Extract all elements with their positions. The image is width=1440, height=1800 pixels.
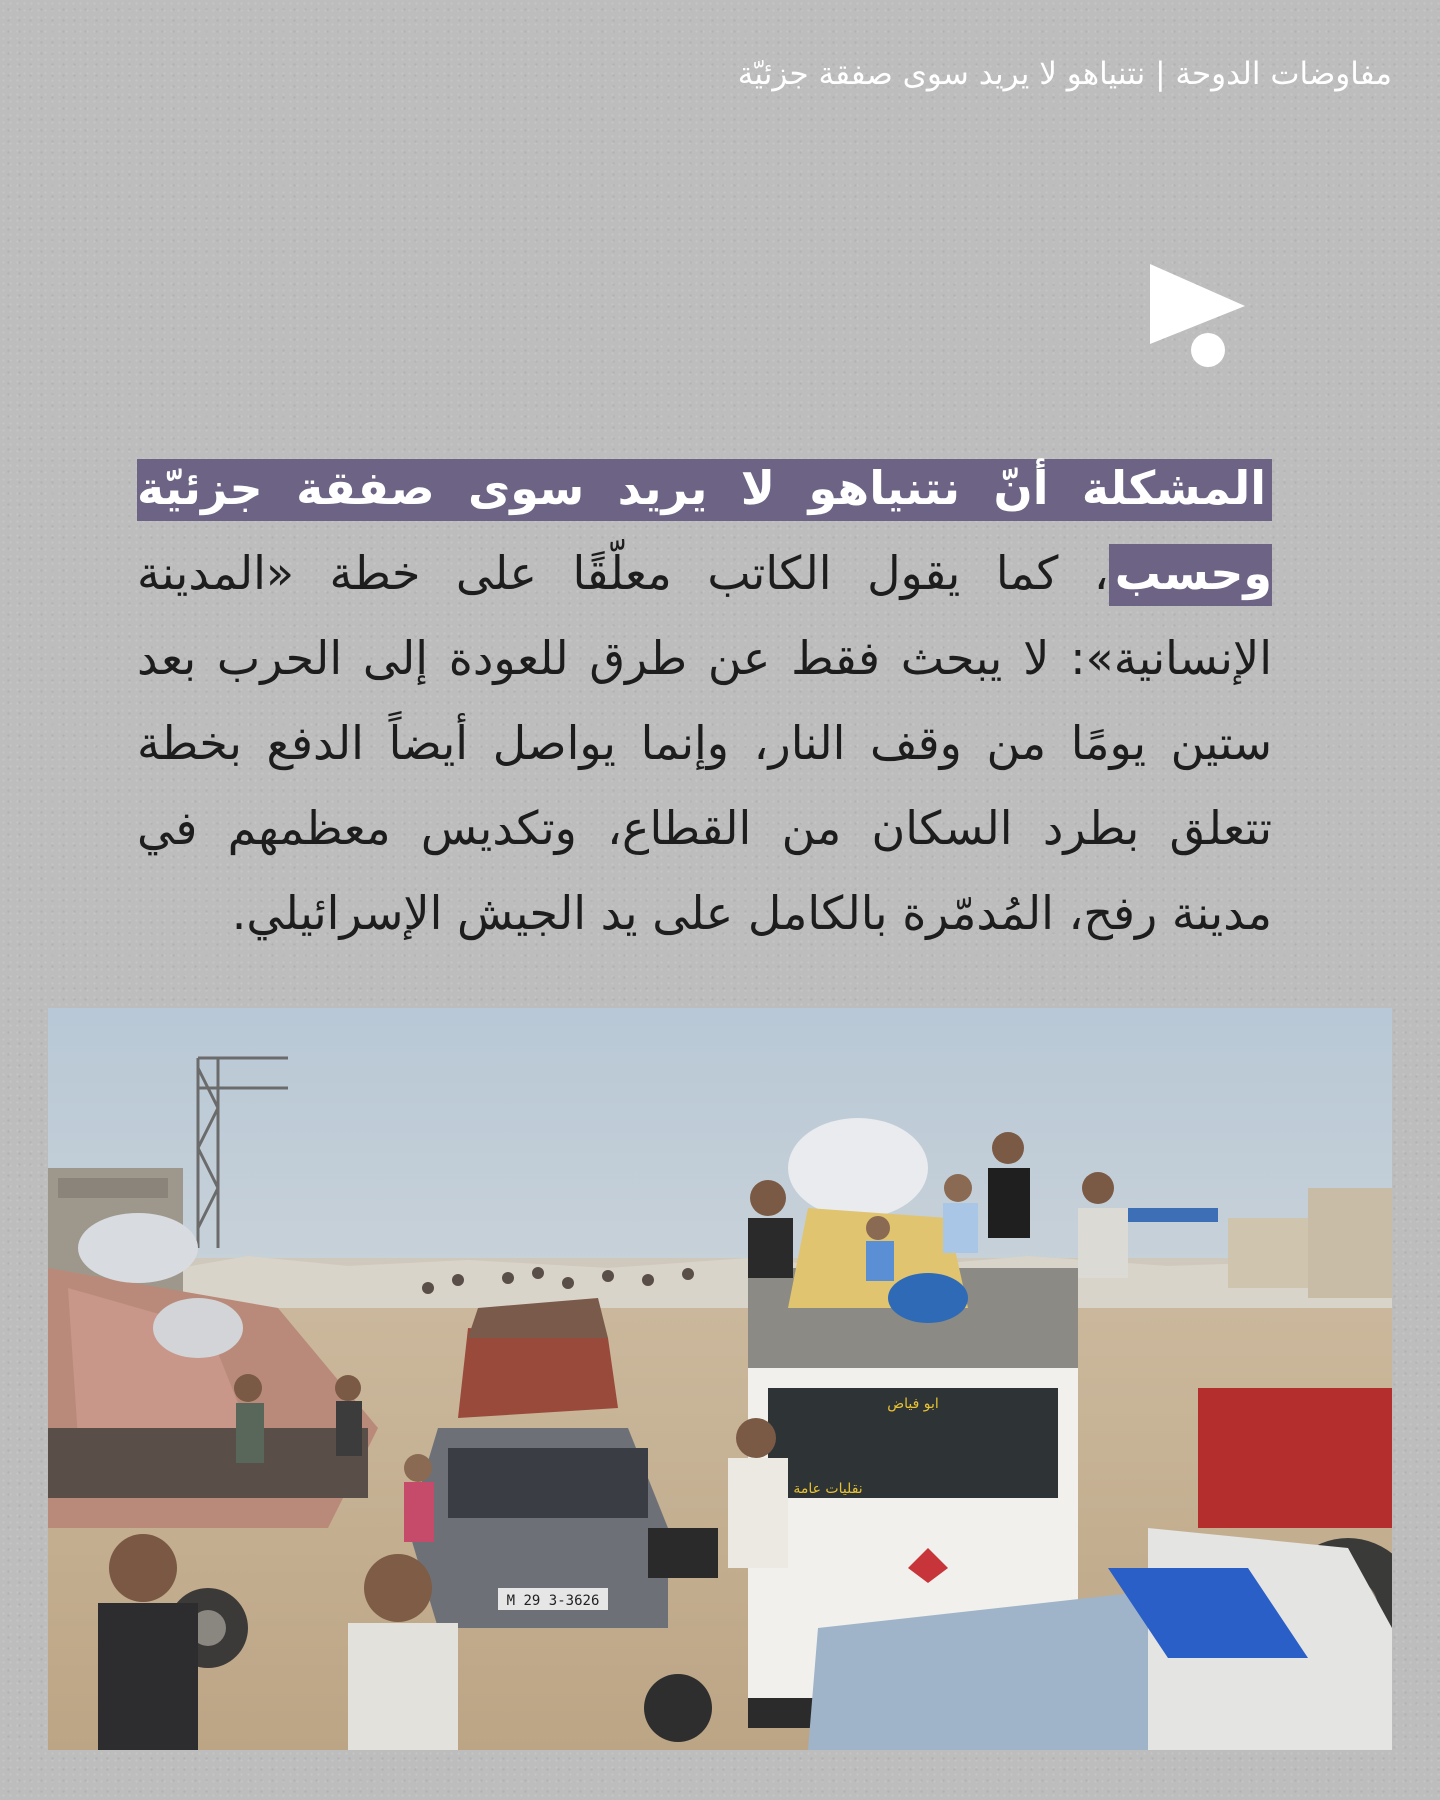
quote-paragraph bbox=[137, 446, 1272, 956]
truck-service: نقليات عامة bbox=[793, 1481, 863, 1497]
gaza-displacement-photo bbox=[48, 1008, 1392, 1750]
page-header-title: مفاوضات الدوحة | نتنياهو لا يريد سوى صفقة جزئيّة bbox=[737, 56, 1392, 92]
quote-body: ، كما يقول الكاتب معلّقًا على خطة «المدينة الإنسانية»: لا يبحث فقط عن طرق للعودة إلى الحرب بعد ستين يومًا من وقف النار، وإنما يواصل أيضاً الدفع بخطة تتعلق بطرد السكان من القطاع، وتكديس معظمهم في مدينة رفح، المُدمّرة بالكامل على يد الجيش الإسرائيلي. bbox=[137, 546, 1272, 940]
license-plate: 3-3626 29 M bbox=[506, 1593, 600, 1609]
truck-name: ابو فياض bbox=[887, 1396, 939, 1412]
quote-highlight: المشكلة أنّ نتنياهو لا يريد سوى صفقة جزئيّة وحسب bbox=[137, 459, 1272, 606]
flag-dot-logo-icon bbox=[1150, 264, 1252, 368]
